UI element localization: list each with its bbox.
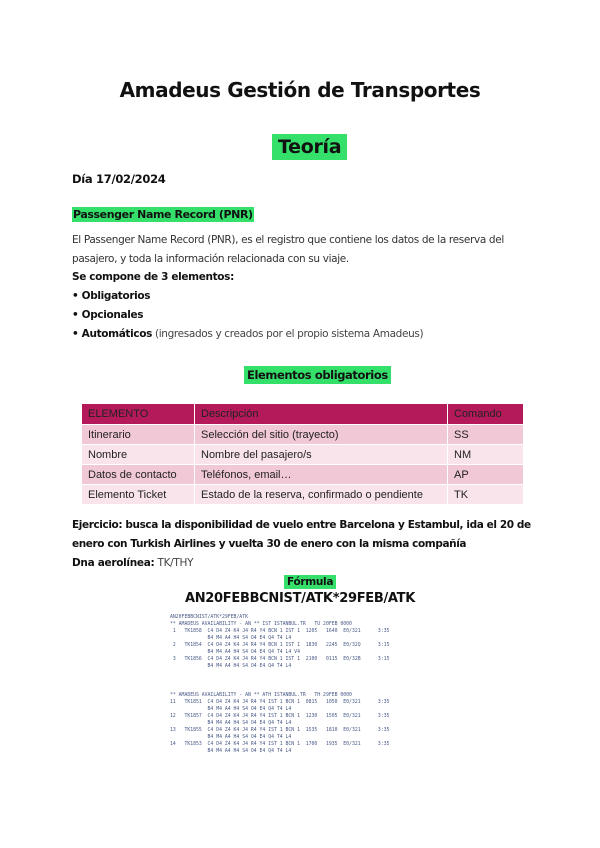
- section-label: Teoría: [272, 134, 347, 160]
- bullet-rest: (ingresados y creados por el propio sistema Amadeus): [151, 328, 424, 340]
- table-cell: Nombre del pasajero/s: [195, 445, 448, 465]
- elements-heading: Elementos obligatorios: [244, 366, 391, 384]
- compose-line: Se compone de 3 elementos:: [72, 271, 234, 283]
- table-row: [82, 445, 524, 465]
- table-cell: Selección del sitio (trayecto): [195, 425, 448, 445]
- table-cell: AP: [448, 465, 524, 485]
- table-cell: Datos de contacto: [82, 465, 195, 485]
- table-header-cell: Comando: [448, 404, 524, 425]
- pnr-paragraph: El Passenger Name Record (PNR), es el registro que contiene los datos de la reserva del pasajero, y toda la información relacionada con su viaje.: [72, 234, 504, 265]
- table-header-row: [82, 404, 524, 425]
- document-title: Amadeus Gestión de Transportes: [119, 78, 481, 102]
- table-cell: Elemento Ticket: [82, 485, 195, 505]
- table-cell: NM: [448, 445, 524, 465]
- table-header-cell: Descripción: [195, 404, 448, 425]
- table-row: [82, 465, 524, 485]
- dna-line: [72, 557, 193, 569]
- date-line: Día 17/02/2024: [72, 172, 166, 186]
- bullet-item: [72, 309, 143, 321]
- dna-value: TK/THY: [154, 557, 194, 569]
- availability-screenshot-outbound: AN20FEBBCNIST/ATK*29FEB/ATK ** AMADEUS AVAILABILITY - AN ** IST ISTANBUL.TR TU 20FEB 0000 1 TK1858 C4 D4 Z4 K4 J4 R4 Y4 BCN 1 IST 1 1205 1640 E0/321 3:35 B4 M4 A4 H4 S4 O4 E4 Q4 T4 L4 2 TK1854 C4 D4 Z4 K4 J4 R4 Y4 BCN 1 IST 1 1830 2245 E0/32Q 3:15 B4 M4 A4 H4 S4 O4 E4 Q4 T4 L4 V4 3 TK1856 C4 D4 Z4 K4 J4 R4 Y4 BCN 1 IST 1 2100 0115 E0/32B 3:15 B4 M4 A4 H4 S4 O4 E4 Q4 T4 L4: [170, 615, 390, 669]
- formula-command: AN20FEBBCNIST/ATK*29FEB/ATK: [184, 591, 416, 606]
- table-cell: Itinerario: [82, 425, 195, 445]
- table-row: [82, 485, 524, 505]
- bullet-bold: • Obligatorios: [72, 290, 151, 302]
- bullet-item: [72, 328, 423, 340]
- formula-heading: Fórmula: [284, 575, 336, 589]
- pnr-heading: Passenger Name Record (PNR): [73, 208, 253, 221]
- table-cell: SS: [448, 425, 524, 445]
- dna-label: Dna aerolínea:: [72, 557, 155, 569]
- table-cell: Nombre: [82, 445, 195, 465]
- elements-table: [82, 404, 524, 504]
- table-header-cell: ELEMENTO: [82, 404, 195, 425]
- table-row: [82, 425, 524, 445]
- exercise-text: Ejercicio: busca la disponibilidad de vuelo entre Barcelona y Estambul, ida el 20 de enero con Turkish Airlines y vuelta 30 de enero con la misma compañía: [72, 519, 531, 550]
- table-cell: Teléfonos, email…: [195, 465, 448, 485]
- bullet-bold: • Automáticos: [72, 328, 152, 340]
- availability-screenshot-return: ** AMADEUS AVAILABILITY - AN ** ATH ISTANBUL.TR TH 29FEB 0000 11 TK1851 C4 D4 Z4 K4 J4 R4 Y4 IST 1 BCN 1 0815 1050 E0/321 3:35 B4 M4 A4 H4 S4 O4 E4 Q4 T4 L4 12 TK1857 C4 D4 Z4 K4 J4 R4 Y4 IST 1 BCN 1 1230 1505 E0/321 3:35 B4 M4 A4 H4 S4 O4 E4 Q4 T4 L4 13 TK1855 C4 D4 Z4 K4 J4 R4 Y4 IST 1 BCN 1 1535 1810 E0/321 3:35 B4 M4 A4 H4 S4 O4 E4 Q4 T4 L4 14 TK1853 C4 D4 Z4 K4 J4 R4 Y4 IST 1 BCN 1 1700 1935 E0/321 3:35 B4 M4 A4 H4 S4 O4 E4 Q4 T4 L4: [170, 693, 390, 754]
- table-cell: Estado de la reserva, confirmado o pendiente: [195, 485, 448, 505]
- bullet-item: [72, 290, 150, 302]
- table-cell: TK: [448, 485, 524, 505]
- bullet-bold: • Opcionales: [72, 309, 144, 321]
